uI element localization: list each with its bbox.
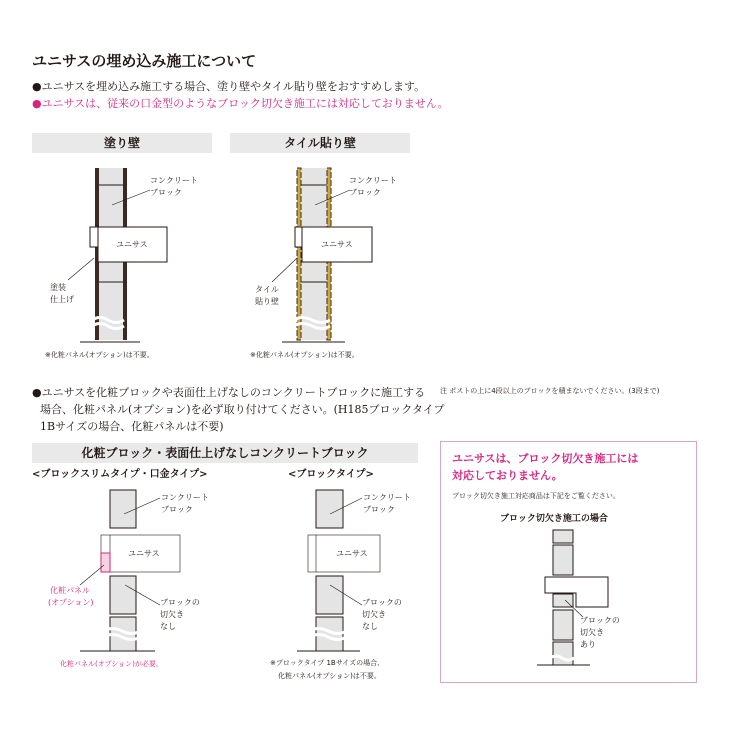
label-block: ブロック [161,505,193,514]
notice-subtitle: ブロック切欠き施工の場合 [500,514,608,524]
label-unisus: ユニサス [116,240,148,249]
header-plaster-wall: 塗り壁 [32,133,212,153]
label-unisus: ユニサス [321,240,353,249]
label-notch: ブロックの [160,598,200,607]
label-notch: 切欠き [580,628,604,637]
label-notch: あり [580,640,596,649]
label-block: ブロック [363,505,395,514]
label-notch: ブロックの [362,598,402,607]
label-tile: タイル [255,285,279,294]
label-finish: 塗装 [50,283,66,292]
label-panel: 化粧パネル [50,586,90,595]
note-panel-required: 化粧パネル(オプション)が必要。 [60,660,163,668]
notice-title: ユニサスは、ブロック切欠き施工には [452,452,639,465]
label-block: コンクリート [363,493,411,502]
page-title: ユニサスの埋め込み施工について [32,52,257,70]
label-block: ブロック [349,188,381,197]
label-unisus: ユニサス [336,549,368,558]
label-tile: 貼り壁 [255,297,279,306]
label-panel: (オプション) [48,598,94,607]
notch-diagram [537,530,608,665]
label-block: コンクリート [150,176,198,185]
notice-text: ブロック切欠き施工対応商品は下記をご覧ください。 [452,492,620,500]
bullet-line-3: 1Bサイズの場合、化粧パネルは不要) [40,420,224,433]
subtitle-slim: <ブロックスリムタイプ・口金タイプ> [32,469,208,480]
subtitle-block: <ブロックタイプ> [288,469,374,480]
notice-title: 対応しておりません。 [452,469,563,482]
label-notch: ブロックの [580,616,620,625]
label-unisus: ユニサス [128,549,160,558]
intro-line-1: ●ユニサスを埋め込み施工する場合、塗り壁やタイル貼り壁をおすすめします。 [32,80,426,93]
label-finish: 仕上げ [50,295,74,304]
note-plaster: ※化粧パネル(オプション)は不要。 [45,351,154,359]
note-tile: ※化粧パネル(オプション)は不要。 [250,351,359,359]
header-tile-wall: タイル貼り壁 [230,133,410,153]
label-notch: なし [160,622,176,631]
label-block: コンクリート [349,176,397,185]
intro-line-2: ●ユニサスは、従来の口金型のようなブロック切欠き施工には対応しておりません。 [32,97,449,110]
note-1b: 化粧パネル(オプション)は不要。 [278,672,381,680]
bullet-line-2: 場合、化粧パネル(オプション)を必ず取り付けてください。(H185ブロックタイプ [40,403,445,416]
side-note: 注 ポストの上に4段以上のブロックを積まないでください。(3段まで) [440,387,660,395]
header-bare-block: 化粧ブロック・表面仕上げなしコンクリートブロック [32,443,418,463]
label-notch: なし [362,622,378,631]
note-1b: ※ブロックタイプ 1Bサイズの場合、 [270,659,385,667]
bullet-line-1: ●ユニサスを化粧ブロックや表面仕上げなしのコンクリートブロックに施工する [32,386,426,399]
label-notch: 切欠き [362,610,386,619]
label-block: コンクリート [161,493,209,502]
label-block: ブロック [150,188,182,197]
label-notch: 切欠き [160,610,184,619]
